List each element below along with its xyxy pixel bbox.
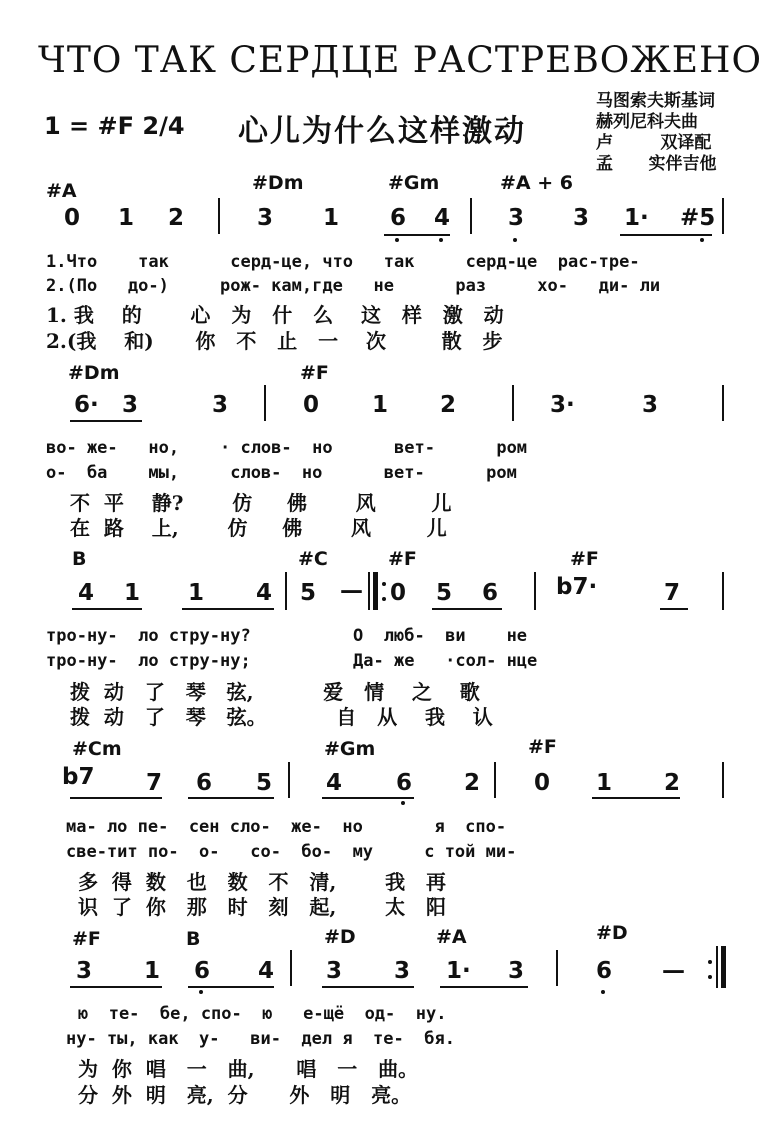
- chord-symbol: #F: [528, 736, 557, 758]
- low-octave-dot: [601, 990, 605, 994]
- chord-symbol: B: [72, 548, 87, 570]
- note: 3: [394, 958, 411, 984]
- bar-line: [722, 198, 724, 234]
- beam-underline: [322, 986, 414, 988]
- credit-composer: 赫列尼科夫曲: [596, 112, 698, 132]
- beam-underline: [72, 608, 142, 610]
- bar-line: [288, 762, 290, 798]
- chord-symbol: #F: [300, 362, 329, 384]
- chord-symbol: #A + 6: [500, 172, 573, 194]
- beam-underline: [70, 797, 162, 799]
- lyric-line-ru-1: тро-ну- ло стру-ну? О люб- ви не: [46, 626, 528, 646]
- note: b7: [62, 764, 95, 790]
- chord-symbol: #Gm: [388, 172, 440, 194]
- lyric-line-cn-1: 多 得 数 也 数 不 清, 我 再: [78, 870, 446, 894]
- repeat-dot: [382, 582, 386, 586]
- note: 7: [664, 580, 681, 606]
- bar-line: [470, 198, 472, 234]
- lyric-line-cn-2: 识 了 你 那 时 刻 起, 太 阳: [78, 895, 446, 919]
- note: —: [662, 958, 685, 984]
- note: 6: [194, 958, 211, 984]
- note: 4: [256, 580, 273, 606]
- note: 6: [596, 958, 613, 984]
- note: 4: [258, 958, 275, 984]
- lyric-line-cn-2: 拨 动 了 琴 弦。 自 从 我 认: [70, 705, 493, 729]
- note: 1: [323, 205, 340, 231]
- lyric-line-ru-2: о- ба мы, слов- но вет- ром: [46, 463, 517, 483]
- beam-underline: [432, 608, 502, 610]
- beam-underline: [322, 797, 414, 799]
- song-title-chinese: 心儿为什么这样激动: [238, 114, 526, 149]
- note: 2: [664, 770, 681, 796]
- lyric-line-cn-2: 2.(我 和) 你 不 止 一 次 散 步: [46, 329, 503, 353]
- low-octave-dot: [700, 238, 704, 242]
- chord-symbol: #F: [388, 548, 417, 570]
- credit-translator: 卢 双译配: [596, 133, 712, 153]
- note: 0: [303, 392, 320, 418]
- note: 5: [256, 770, 273, 796]
- lyric-line-cn-1: 为 你 唱 一 曲, 唱 一 曲。: [78, 1057, 419, 1081]
- chord-symbol: #Dm: [252, 172, 304, 194]
- lyric-line-ru-1: 1.Что так серд-це, что так серд-це рас-тре-: [46, 252, 640, 272]
- chord-symbol: #D: [596, 922, 628, 944]
- chord-symbol: #F: [72, 928, 101, 950]
- note: 4: [326, 770, 343, 796]
- beam-underline: [660, 608, 688, 610]
- bar-line: [494, 762, 496, 798]
- bar-line: [722, 762, 724, 798]
- note: 3: [508, 205, 525, 231]
- note: 4: [434, 205, 451, 231]
- bar-line: [264, 385, 266, 421]
- key-signature: 1 = #F 2/4: [44, 112, 185, 140]
- note: 6: [390, 205, 407, 231]
- chord-symbol: #F: [570, 548, 599, 570]
- chord-symbol: #Cm: [72, 738, 122, 760]
- note: 0: [534, 770, 551, 796]
- note: #5: [680, 205, 716, 231]
- chord-symbol: #A: [46, 180, 77, 202]
- note: 1: [596, 770, 613, 796]
- bar-line: [556, 950, 558, 986]
- lyric-line-ru-2: све-тит по- о- со- бо- му с той ми-: [66, 842, 517, 862]
- note: 1: [188, 580, 205, 606]
- bar-line: [285, 572, 287, 610]
- bar-line: [512, 385, 514, 421]
- lyric-line-ru-1: ю те- бе, спо- ю е-щё од- ну.: [78, 1004, 447, 1024]
- chord-symbol: #A: [436, 926, 467, 948]
- bar-line: [722, 572, 724, 610]
- lyric-line-ru-1: во- же- но, · слов- но вет- ром: [46, 438, 528, 458]
- note: 1: [124, 580, 141, 606]
- repeat-start-thin: [368, 572, 370, 610]
- lyric-line-ru-2: тро-ну- ло стру-ну; Да- же ·сол- нце: [46, 651, 538, 671]
- note: 3: [257, 205, 274, 231]
- note: 2: [440, 392, 457, 418]
- note: 3: [212, 392, 229, 418]
- credit-guitar: 孟 实伴吉他: [596, 154, 717, 174]
- repeat-end-thick: [721, 946, 726, 988]
- note: 1: [118, 205, 135, 231]
- lyric-line-cn-2: 在 路 上, 仿 佛 风 儿: [70, 516, 447, 540]
- note: 3·: [550, 392, 575, 418]
- note: b7·: [556, 574, 598, 600]
- note: 3: [573, 205, 590, 231]
- lyric-line-ru-2: 2.(По до-) рож- кам,где не раз хо- ди- ли: [46, 276, 661, 296]
- lyric-line-ru-2: ну- ты, как у- ви- дел я те- бя.: [66, 1029, 455, 1049]
- lyric-line-cn-1: 1. 我 的 心 为 什 么 这 样 激 动: [46, 303, 504, 327]
- beam-underline: [188, 986, 274, 988]
- repeat-end-thin: [716, 946, 718, 988]
- beam-underline: [70, 986, 162, 988]
- chord-symbol: #Dm: [68, 362, 120, 384]
- note: 1·: [624, 205, 649, 231]
- note: 3: [642, 392, 659, 418]
- repeat-dot: [708, 960, 712, 964]
- bar-line: [218, 198, 220, 234]
- beam-underline: [440, 986, 528, 988]
- chord-symbol: #Gm: [324, 738, 376, 760]
- low-octave-dot: [439, 238, 443, 242]
- beam-underline: [70, 420, 142, 422]
- lyric-line-ru-1: ма- ло пе- сен сло- же- но я спо-: [66, 817, 507, 837]
- beam-underline: [182, 608, 274, 610]
- beam-underline: [620, 234, 712, 236]
- repeat-dot: [382, 597, 386, 601]
- note: 0: [390, 580, 407, 606]
- lyric-line-cn-1: 拨 动 了 琴 弦, 爱 情 之 歌: [70, 680, 480, 704]
- note: 2: [464, 770, 481, 796]
- note: 6: [482, 580, 499, 606]
- beam-underline: [188, 797, 274, 799]
- note: 1·: [446, 958, 471, 984]
- song-title-russian: ЧТО ТАК СЕРДЦЕ РАСТРЕВОЖЕНО: [38, 40, 762, 81]
- bar-line: [722, 385, 724, 421]
- note: 3: [76, 958, 93, 984]
- credit-lyricist: 马图索夫斯基词: [596, 91, 715, 111]
- note: 7: [146, 770, 163, 796]
- bar-line: [534, 572, 536, 610]
- note: 0: [64, 205, 81, 231]
- note: 1: [372, 392, 389, 418]
- low-octave-dot: [395, 238, 399, 242]
- note: 6: [196, 770, 213, 796]
- note: 3: [508, 958, 525, 984]
- beam-underline: [592, 797, 680, 799]
- note: 6: [396, 770, 413, 796]
- note: 6·: [74, 392, 99, 418]
- chord-symbol: B: [186, 928, 201, 950]
- beam-underline: [384, 234, 450, 236]
- note: 3: [326, 958, 343, 984]
- low-octave-dot: [401, 801, 405, 805]
- repeat-dot: [708, 975, 712, 979]
- note: —: [340, 578, 363, 604]
- low-octave-dot: [199, 990, 203, 994]
- lyric-line-cn-2: 分 外 明 亮, 分 外 明 亮。: [78, 1083, 412, 1107]
- lyric-line-cn-1: 不 平 静? 仿 佛 风 儿: [70, 491, 452, 515]
- bar-line: [290, 950, 292, 986]
- note: 2: [168, 205, 185, 231]
- note: 4: [78, 580, 95, 606]
- note: 5: [300, 580, 317, 606]
- note: 5: [436, 580, 453, 606]
- repeat-start-thick: [373, 572, 378, 610]
- low-octave-dot: [513, 238, 517, 242]
- chord-symbol: #D: [324, 926, 356, 948]
- chord-symbol: #C: [298, 548, 328, 570]
- note: 3: [122, 392, 139, 418]
- note: 1: [144, 958, 161, 984]
